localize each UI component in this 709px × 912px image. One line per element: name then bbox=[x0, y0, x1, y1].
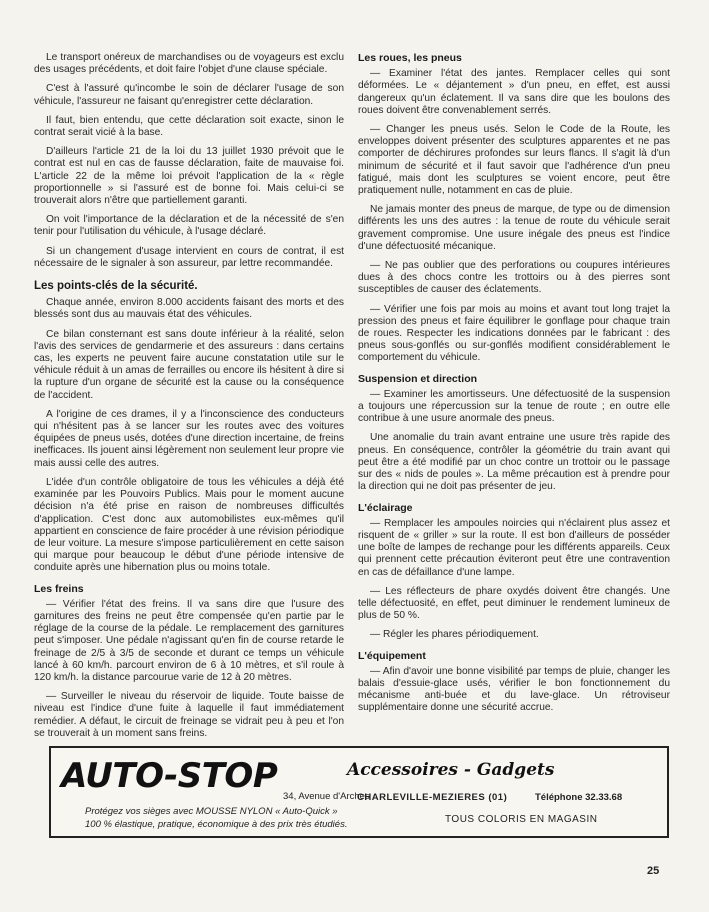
paragraph: — Remplacer les ampoules noircies qui n'éclairent plus assez et risquent de « griller » sur la route. Il est bon d'ailleurs de posséder une boîte de lampes de rechange pour les différents appareils. Ceux qui prennent cette précaution éviteront peut être une contravention en cas de défaillance d'une lampe. bbox=[358, 517, 670, 578]
ad-tagline: Accessoires - Gadgets bbox=[347, 760, 555, 780]
paragraph: — Surveiller le niveau du réservoir de liquide. Toute baisse de niveau est l'indice d'une fuite à laquelle il faut immédiatement remédier. A défaut, le circuit de freinage se vidrait peu à peu et l'on se trouverait à un moment sans freins. bbox=[34, 691, 344, 739]
ad-brand-logo: AUTO-STOP bbox=[61, 756, 278, 796]
paragraph: L'idée d'un contrôle obligatoire de tous les véhicules a déjà été examinée par les Pouvoirs Publics. Mais pour le moment aucune décision n'a été prise en raison de nombreuses difficultés d'application. C'est donc aux automobilistes eux-mêmes qu'il appartient en conscience de faire procéder à une révision périodique de leur voiture. La mesure s'impose particulièrement en cette saison qui marque pour beaucoup le début d'une période intensive de conduite après une hibernation plus ou moins totale. bbox=[34, 476, 344, 574]
paragraph: On voit l'importance de la déclaration et de la nécessité de s'en tenir pour l'utilisation du véhicule, à l'usage déclaré. bbox=[34, 214, 344, 238]
section-heading-freins: Les freins bbox=[34, 582, 84, 595]
ad-slogan-line-1: Protégez vos sièges avec MOUSSE NYLON « Auto-Quick » bbox=[85, 806, 338, 817]
paragraph: — Examiner l'état des jantes. Remplacer celles qui sont déformées. Le « déjantement » d'un pneu, en effet, est aussi dangereux qu'un éclatement. Il va sans dire que les boulons des roues doivent être convenablement serrés. bbox=[358, 68, 670, 116]
section-heading-suspension: Suspension et direction bbox=[358, 372, 478, 385]
paragraph: — Vérifier une fois par mois au moins et avant tout long trajet la pression des pneus et faire équilibrer le gonflage pour chaque train de roues. Respecter les indications données par le fabricant : des pneus sous-gonflés ou sur-gonflés modifient considérablement le comportement du véhicule. bbox=[358, 303, 670, 364]
paragraph: Le transport onéreux de marchandises ou de voyageurs est exclu des usages précédents, et doit faire l'objet d'une clause spéciale. bbox=[34, 52, 344, 76]
ad-address: 34, Avenue d'Arches bbox=[283, 791, 370, 802]
paragraph: — Les réflecteurs de phare oxydés doivent être changés. Une telle défectuosité, en effet, peut diminuer le rendement lumineux de plus de 50 %. bbox=[358, 585, 670, 622]
advertisement-box bbox=[49, 746, 669, 838]
paragraph: Il faut, bien entendu, que cette déclaration soit exacte, sinon le contrat serait vicié à la base. bbox=[34, 114, 344, 139]
ad-city: CHARLEVILLE-MEZIERES (01) bbox=[357, 792, 508, 803]
page-number: 25 bbox=[647, 865, 660, 877]
paragraph: A l'origine de ces drames, il y a l'inconscience des conducteurs qui n'hésitent pas à se lancer sur les routes avec des voitures équipées de pneus usés, dotées d'une direction incertaine, de freins inefficaces. Ils jouent ainsi légèrement non seulement leur propre vie mais aussi celle des autres. bbox=[34, 408, 344, 469]
paragraph: — Ne pas oublier que des perforations ou coupures intérieures dues à des chocs contre les trottoirs ou à des pierres sont susceptibles de causer des éclatements. bbox=[358, 260, 670, 296]
section-heading-equipement: L'équipement bbox=[358, 649, 426, 662]
paragraph: — Afin d'avoir une bonne visibilité par temps de pluie, changer les balais d'essuie-glace usés, vérifier le bon fonctionnement du mécanisme anti-buée et du lave-glace. Un rétroviseur supplémentaire donne une sécurité accrue. bbox=[358, 665, 670, 714]
ad-slogan-line-2: 100 % élastique, pratique, économique à des prix très étudiés. bbox=[85, 819, 348, 830]
paragraph: Si un changement d'usage intervient en cours de contrat, il est nécessaire de le signaler à son assureur, par lettre recommandée. bbox=[34, 245, 344, 269]
paragraph: — Changer les pneus usés. Selon le Code de la Route, les enveloppes doivent présenter des sculptures apparentes et ne pas comporter de déchirures profondes sur leurs flancs. Il s'agit là d'un minimum de sécurité et il faut savoir que l'adhérence d'un pneu fatigué, mais dont les sculptures se voient encore, peut être pratiquement nulle, notamment en cas de pluie. bbox=[358, 124, 670, 197]
paragraph: Ne jamais monter des pneus de marque, de type ou de dimension différents les uns des autres : la tenue de route du véhicule serait gravement compromise. Une usure inégale des pneus est l'indice d'une défectuosité mécanique. bbox=[358, 204, 670, 252]
paragraph: Une anomalie du train avant entraine une usure très rapide des pneus. En conséquence, contrôler la géométrie du train avant qui peut être a été modifié par un choc contre un trottoir ou le passage sur des « nids de poules ». La même précaution est à prendre pour la direction qui ne doit pas présenter de jeu. bbox=[358, 432, 670, 493]
ad-colors-note: TOUS COLORIS EN MAGASIN bbox=[445, 814, 598, 825]
paragraph: — Régler les phares périodiquement. bbox=[370, 629, 539, 641]
section-heading-roues: Les roues, les pneus bbox=[358, 52, 462, 64]
ad-phone: Téléphone 32.33.68 bbox=[535, 792, 623, 803]
paragraph: Chaque année, environ 8.000 accidents faisant des morts et des blessés sont dus au mauvais état des véhicules. bbox=[34, 297, 344, 321]
paragraph: C'est à l'assuré qu'incombe le soin de déclarer l'usage de son véhicule, l'assureur ne faisant qu'enregistrer cette déclaration. bbox=[34, 83, 344, 107]
paragraph: Ce bilan consternant est sans doute inférieur à la réalité, selon l'avis des services de gendarmerie et des assureurs : dans certains cas, les experts ne peuvent faire aucune constatation utile sur le véhicule réduit à un amas de ferrailles ou encore ils hésitent à dire si la rupture d'un organe de sécurité est la cause ou la conséquence de l'accident. bbox=[34, 328, 344, 401]
section-heading-securite: Les points-clés de la sécurité. bbox=[34, 280, 198, 293]
left-column bbox=[34, 52, 344, 747]
paragraph: — Examiner les amortisseurs. Une défectuosité de la suspension a toujours une répercussion sur la tenue de route ; en outre elle contribue à une usure anormale des pneus. bbox=[358, 388, 670, 425]
right-column bbox=[358, 52, 670, 722]
paragraph: — Vérifier l'état des freins. Il va sans dire que l'usure des garnitures des freins ne peut être compensée qu'en partie par le réglage de la course de la pédale. Le remplacement des garnitures peut s'imposer. Une pédale n'agissant qu'en fin de course retarde le freinage de 2/5 à 3/5 de seconde et durant ce temps un véhicule lancé à 60 km/h. parcourt environ de 6 à 10 mètres, et s'il roule à 120 km/h. la distance parcourue varie de 12 à 20 mètres. bbox=[34, 598, 344, 683]
section-heading-eclairage: L'éclairage bbox=[358, 501, 413, 514]
paragraph: D'ailleurs l'article 21 de la loi du 13 juillet 1930 prévoit que le contrat est nul en cas de fausse déclaration, faite de mauvaise foi. L'article 22 de la même loi prévoit l'application de la « règle proportionnelle » si l'assuré est de bonne foi. Mais celui-ci se trouverait alors n'être que partiellement garanti. bbox=[34, 146, 344, 207]
